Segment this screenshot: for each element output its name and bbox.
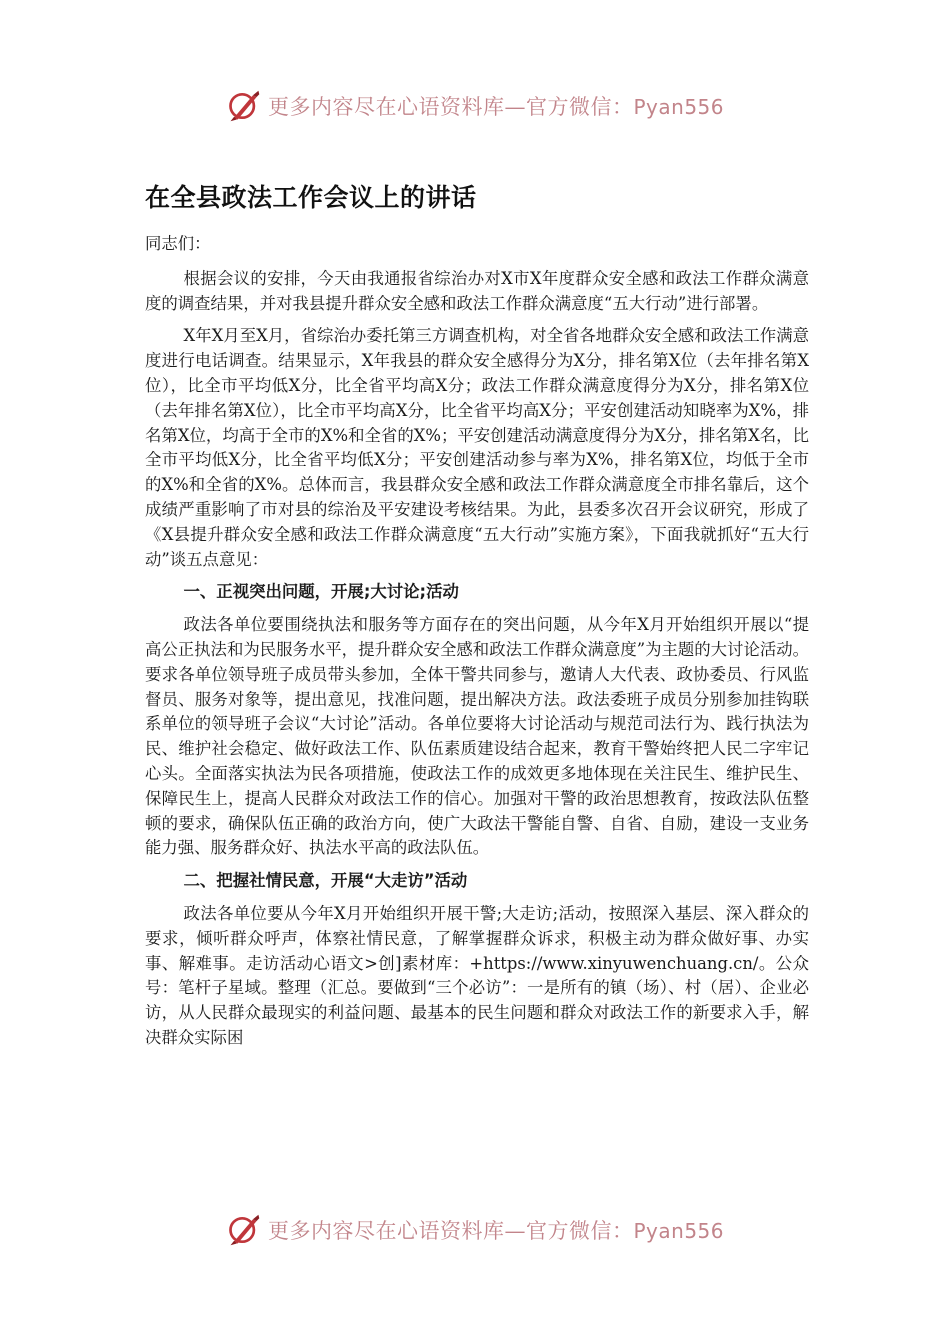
document-body — [145, 232, 809, 1059]
wechat-id: Pyan556 — [633, 1219, 724, 1243]
section-heading: 二、把握社情民意，开展“大走访”活动 — [183, 871, 468, 891]
paragraph: 政法各单位要从今年X月开始组织开展干警;大走访;活动，按照深入基层、深入群众的要求，倾听群众呼声，体察社情民意，了解掌握群众诉求，积极主动为群众做好事、办实事、解难事。走访活动心语文>创]素材库：+https://www.xinyuwenchuang.cn/。公众号：笔杆子星域。整理（汇总。要做到“三个必访”：一是所有的镇（场）、村（居）、企业必访，从人民群众最现实的利益问题、最基本的民生问题和群众对政法工作的新要求入手，解决群众实际困 — [145, 903, 809, 1047]
banner-text: 更多内容尽在心语资料库—官方微信：Pyan556 — [267, 1219, 724, 1243]
pen-logo-icon — [226, 88, 262, 124]
wechat-id: Pyan556 — [633, 95, 724, 119]
paragraph: X年X月至X月，省综治办委托第三方调查机构，对全省各地群众安全感和政法工作满意度进行电话调查。结果显示，X年我县的群众安全感得分为X分，排名第X位（去年排名第X位），比全市平均低X分，比全省平均高X分；政法工作群众满意度得分为X分，排名第X位（去年排名第X位），比全市平均高X分，比全省平均高X分；平安创建活动知晓率为X%，排名第X位，均高于全市的X%和全省的X%；平安创建活动满意度得分为X分，排名第X名，比全市平均低X分，比全省平均低X分；平安创建活动参与率为X%，排名第X位，均低于全市的X%和全省的X%。总体而言，我县群众安全感和政法工作群众满意度全市排名靠后，这个成绩严重影响了市对县的综治及平安建设考核结果。为此，县委多次召开会议研究，形成了《X县提升群众安全感和政法工作群众满意度“五大行动”实施方案》，下面我就抓好“五大行动”谈五点意见： — [145, 326, 810, 569]
pen-logo-icon — [226, 1212, 262, 1248]
header-banner — [0, 82, 950, 130]
footer-banner — [0, 1206, 950, 1254]
paragraph: 政法各单位要围绕执法和服务等方面存在的突出问题，从今年X月开始组织开展以“提高公正执法和为民服务水平，提升群众安全感和政法工作群众满意度”为主题的大讨论活动。要求各单位领导班子成员带头参加，全体干警共同参与，邀请人大代表、政协委员、行风监督员、服务对象等，提出意见，找准问题，提出解决方法。政法委班子成员分别参加挂钩联系单位的领导班子会议“大讨论”活动。各单位要将大讨论活动与规范司法行为、践行执法为民、维护社会稳定、做好政法工作、队伍素质建设结合起来，教育干警始终把人民二字牢记心头。全面落实执法为民各项措施，使政法工作的成效更多地体现在关注民生、维护民生、保障民生上，提高人民群众对政法工作的信心。加强对干警的政治思想教育，按政法队伍整顿的要求，确保队伍正确的政治方向，使广大政法干警能自警、自省、自励，建设一支业务能力强、服务群众好、执法水平高的政法队伍。 — [145, 615, 810, 858]
banner-text: 更多内容尽在心语资料库—官方微信：Pyan556 — [267, 95, 724, 119]
greeting: 同志们： — [145, 234, 211, 253]
paragraph: 根据会议的安排，今天由我通报省综治办对X市X年度群众安全感和政法工作群众满意度的调查结果，并对我县提升群众安全感和政法工作群众满意度“五大行动”进行部署。 — [145, 268, 809, 313]
section-heading: 一、正视突出问题，开展;大讨论;活动 — [183, 582, 459, 602]
page-title: 在全县政法工作会议上的讲话 — [145, 183, 477, 212]
